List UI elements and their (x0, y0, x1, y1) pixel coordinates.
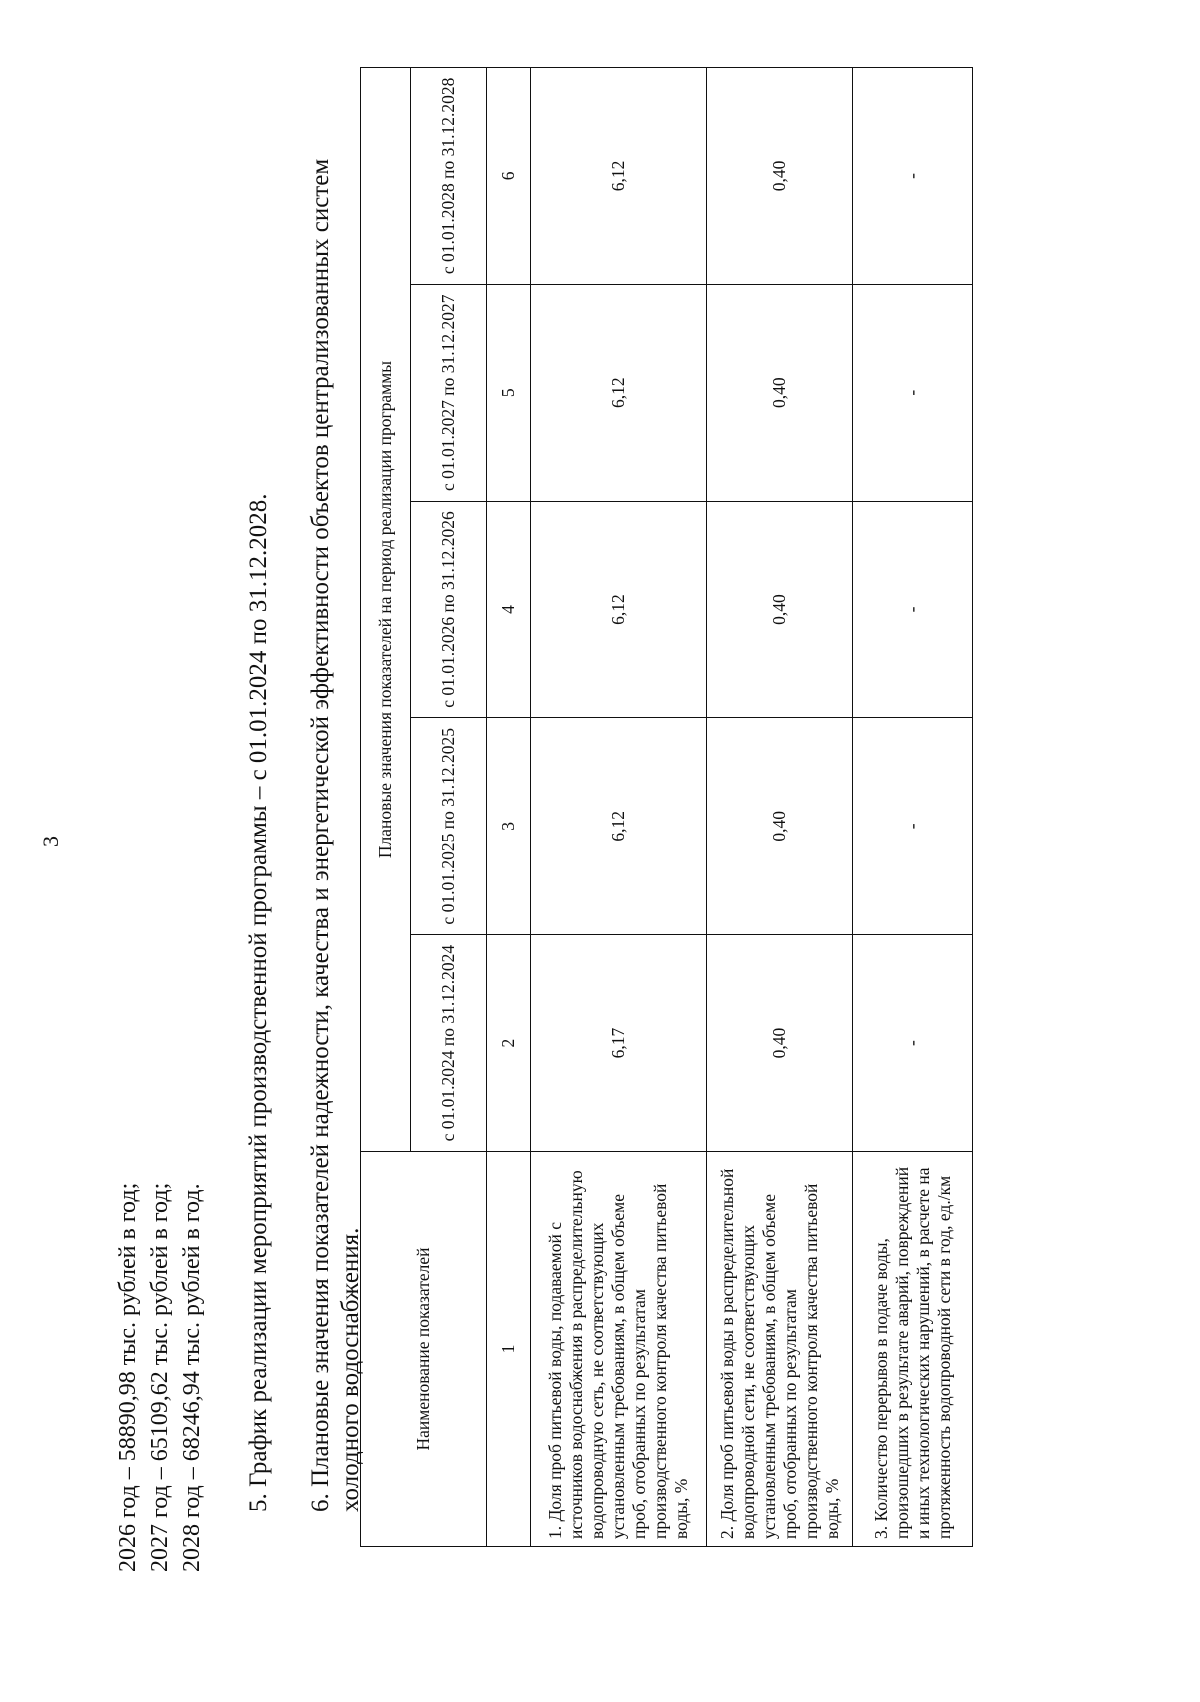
indicator-name: 2. Доля проб питьевой воды в распределительной водопроводной сети, не соответствующих установленным требованиям, в общем объеме проб, отобранных по результатам производственного контроля качества питьевой воды, % (707, 1152, 853, 1547)
period-cell: с 01.01.2025 по 31.12.2025 (411, 718, 487, 935)
indicator-name: 1. Доля проб питьевой воды, подаваемой с источников водоснабжения в распределительную водопроводную сеть, не соответствующих установленным требованиям, в общем объеме проб, отобранных по результатам производственного контроля качества питьевой воды, % (531, 1152, 707, 1547)
section-6-heading: 6. Плановые значения показателей надежности, качества и энергетической эффективности объектов централизованных систем холодного водоснабжения. (307, 158, 364, 1512)
indicator-value: - (853, 935, 973, 1152)
column-number: 2 (487, 935, 531, 1152)
indicator-value: 0,40 (707, 935, 853, 1152)
budget-line: 2026 год – 58890,98 тыс. рублей в год; (115, 1182, 141, 1572)
table-row (853, 68, 973, 1547)
indicator-value: 6,17 (531, 935, 707, 1152)
indicator-value: 0,40 (707, 501, 853, 718)
indicator-value: 0,40 (707, 284, 853, 501)
indicator-value: - (853, 284, 973, 501)
budget-list (112, 1183, 208, 1572)
section-5-heading: 5. График реализации мероприятий производственной программы – с 01.01.2024 по 31.12.2028. (245, 493, 272, 1512)
name-header: Наименование показателей (361, 1152, 487, 1547)
column-number: 3 (487, 718, 531, 935)
indicators-table (360, 67, 973, 1547)
indicator-value: - (853, 718, 973, 935)
indicator-value: 6,12 (531, 68, 707, 285)
indicator-value: 6,12 (531, 718, 707, 935)
column-number: 1 (487, 1152, 531, 1547)
column-number: 5 (487, 284, 531, 501)
page-number: 3 (38, 836, 63, 847)
indicator-value: 0,40 (707, 68, 853, 285)
period-cell: с 01.01.2024 по 31.12.2024 (411, 935, 487, 1152)
budget-line: 2027 год – 65109,62 тыс. рублей в год; (147, 1182, 173, 1572)
table-header-row (361, 68, 411, 1547)
period-cell: с 01.01.2028 по 31.12.2028 (411, 68, 487, 285)
table-row (707, 68, 853, 1547)
indicator-value: - (853, 68, 973, 285)
indicator-name: 3. Количество перерывов в подаче воды, произошедших в результате аварий, повреждений и иных технологических нарушений, в расчете на протяженность водопроводной сети в год, ед./км (853, 1152, 973, 1547)
indicator-value: 6,12 (531, 284, 707, 501)
period-cell: с 01.01.2026 по 31.12.2026 (411, 501, 487, 718)
indicator-value: - (853, 501, 973, 718)
indicator-value: 6,12 (531, 501, 707, 718)
period-header: Плановые значения показателей на период реализации программы (361, 68, 411, 1152)
budget-line: 2028 год – 68246,94 тыс. рублей в год. (179, 1183, 205, 1572)
table-row (531, 68, 707, 1547)
indicator-value: 0,40 (707, 718, 853, 935)
column-number: 6 (487, 68, 531, 285)
period-cell: с 01.01.2027 по 31.12.2027 (411, 284, 487, 501)
column-number: 4 (487, 501, 531, 718)
column-numbers-row (487, 68, 531, 1547)
